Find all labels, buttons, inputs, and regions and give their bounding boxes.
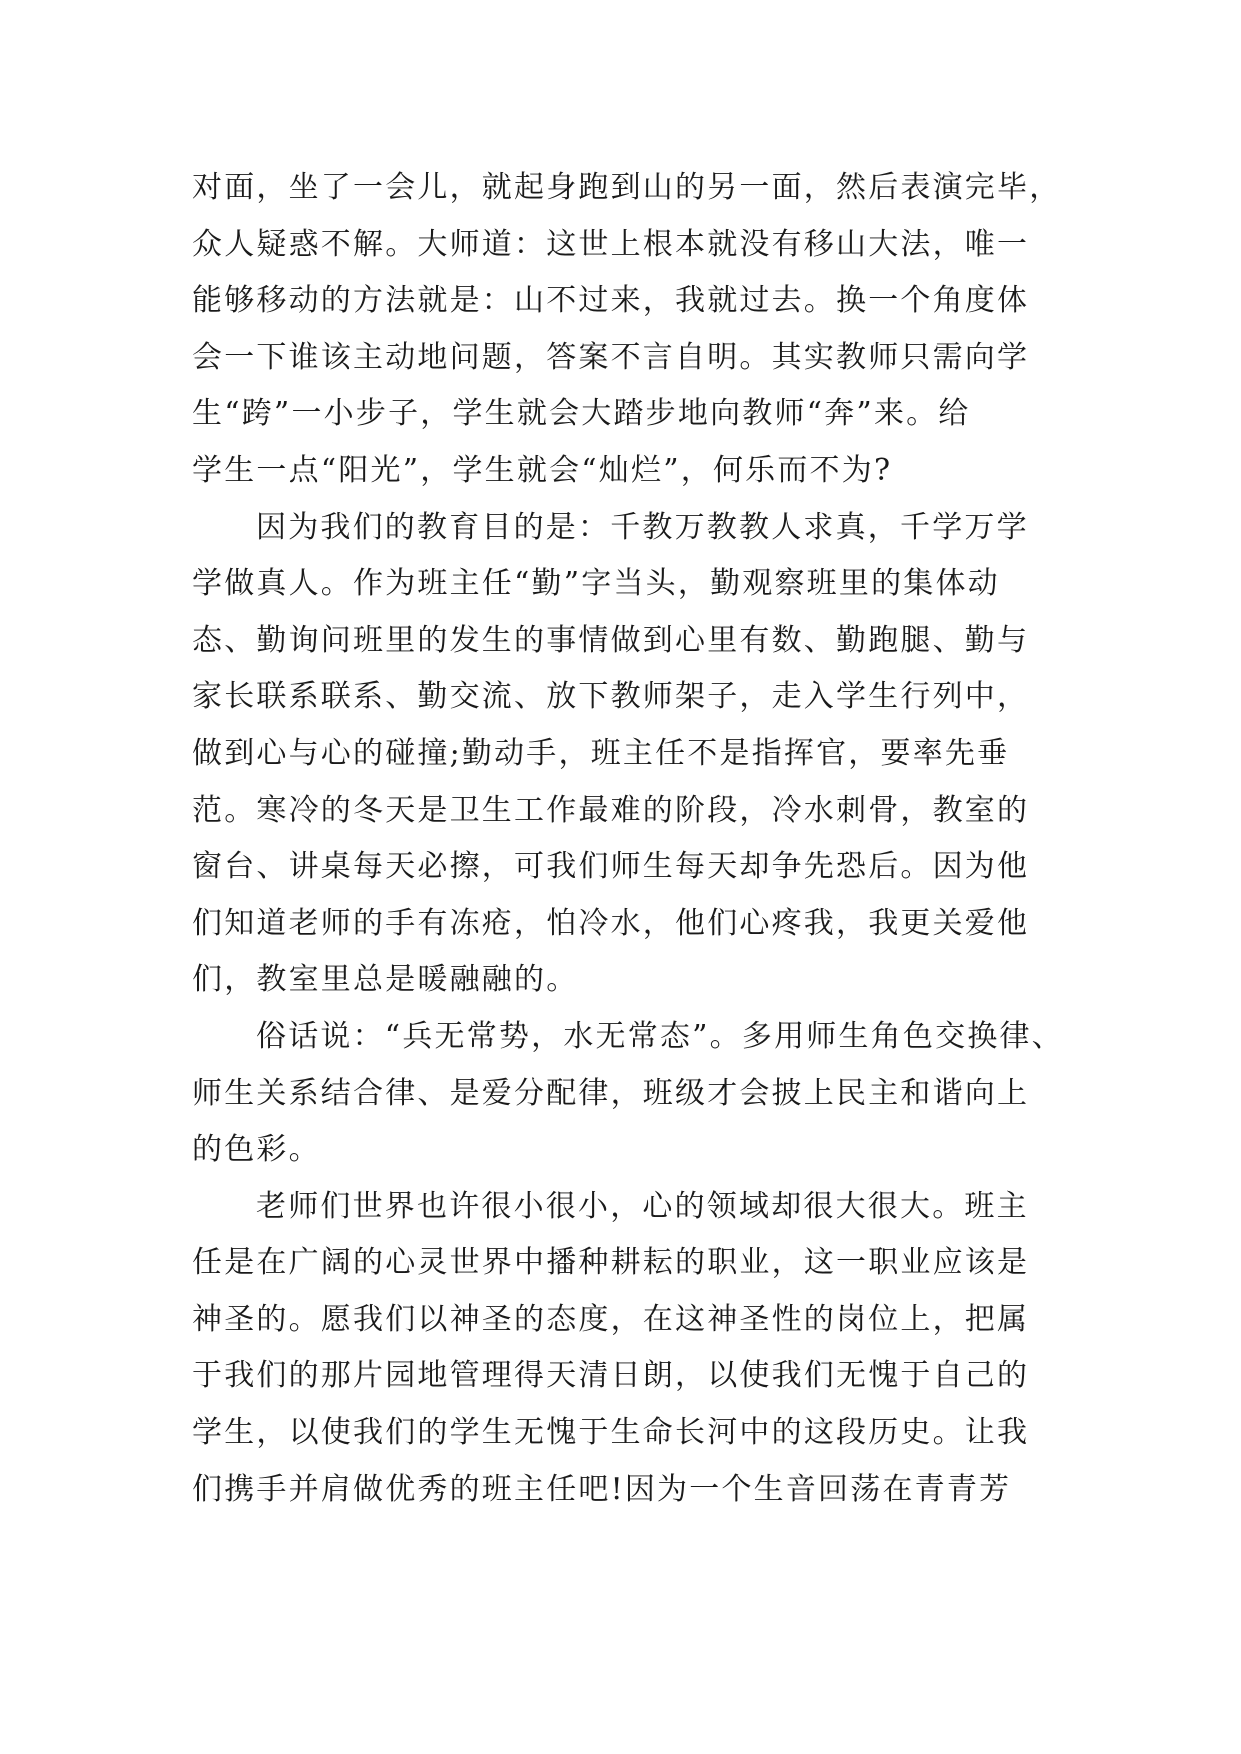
paragraph-first-line: 俗话说：“兵无常势，水无常态”。多用师生角色交换律、 xyxy=(256,1018,1064,1054)
text-line: 神圣的。愿我们以神圣的态度，在这神圣性的岗位上，把属 xyxy=(192,1301,1030,1337)
paragraph-first-line: 老师们世界也许很小很小，心的领域却很大很大。班主 xyxy=(256,1188,1029,1224)
text-line: 师生关系结合律、是爱分配律，班级才会披上民主和谐向上 xyxy=(192,1075,1030,1111)
text-line: 学生，以使我们的学生无愧于生命长河中的这段历史。让我 xyxy=(192,1415,1030,1451)
text-line: 窗台、讲桌每天必擦，可我们师生每天却争先恐后。因为他 xyxy=(192,849,1030,885)
text-line: 学做真人。作为班主任“勤”字当头，勤观察班里的集体动 xyxy=(192,566,1000,602)
text-line: 于我们的那片园地管理得天清日朗，以使我们无愧于自己的 xyxy=(192,1358,1030,1394)
text-line: 们知道老师的手有冻疮，怕冷水，他们心疼我，我更关爱他 xyxy=(192,905,1030,941)
text-line: 家长联系联系、勤交流、放下教师架子，走入学生行列中， xyxy=(192,679,1030,715)
text-line: 对面，坐了一会儿，就起身跑到山的另一面，然后表演完毕， xyxy=(192,170,1062,205)
text-line: 众人疑惑不解。大师道：这世上根本就没有移山大法，唯一 xyxy=(192,226,1030,262)
text-line: 学生一点“阳光”，学生就会“灿烂”，何乐而不为? xyxy=(192,452,893,488)
document-body xyxy=(192,160,1072,1518)
text-line: 任是在广阔的心灵世界中播种耕耘的职业，这一职业应该是 xyxy=(192,1245,1030,1281)
text-line: 做到心与心的碰撞;勤动手，班主任不是指挥官，要率先垂 xyxy=(192,735,1010,771)
text-line: 们携手并肩做优秀的班主任吧!因为一个生音回荡在青青芳 xyxy=(192,1471,1012,1507)
text-line: 会一下谁该主动地问题，答案不言自明。其实教师只需向学 xyxy=(192,339,1030,375)
text-line: 们，教室里总是暖融融的。 xyxy=(192,962,579,998)
text-line: 态、勤询问班里的发生的事情做到心里有数、勤跑腿、勤与 xyxy=(192,622,1030,658)
paragraph-first-line: 因为我们的教育目的是：千教万教教人求真，千学万学 xyxy=(256,509,1029,545)
text-line: 能够移动的方法就是：山不过来，我就过去。换一个角度体 xyxy=(192,283,1030,319)
text-line: 的色彩。 xyxy=(192,1132,321,1168)
text-line: 范。寒冷的冬天是卫生工作最难的阶段，冷水刺骨，教室的 xyxy=(192,792,1030,828)
text-line: 生“跨”一小步子，学生就会大踏步地向教师“奔”来。给 xyxy=(192,396,971,432)
